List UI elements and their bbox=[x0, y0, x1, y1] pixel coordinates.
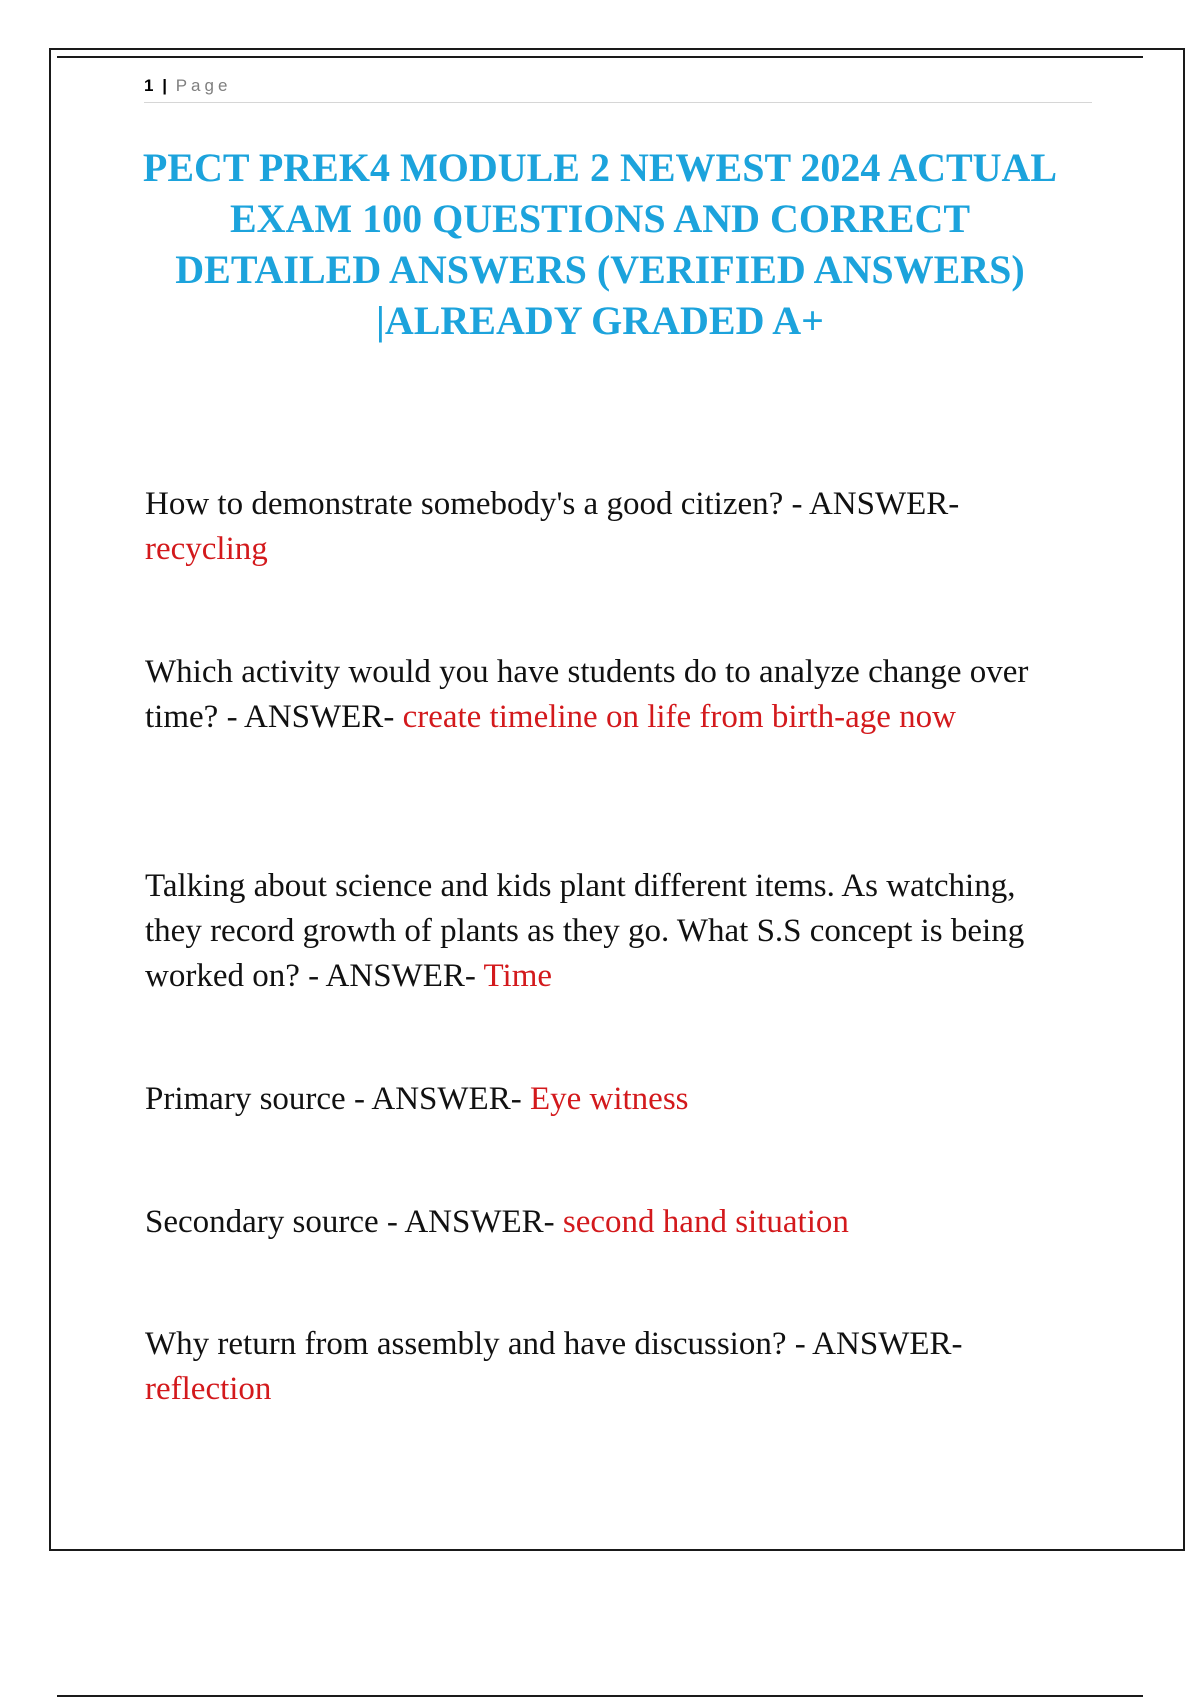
question-text: Talking about science and kids plant different items. As watching, they record growth of plants as they go. What S.S concept is being worked on? bbox=[145, 868, 1025, 994]
qa-item-4 bbox=[145, 1077, 1065, 1122]
bottom-rule bbox=[57, 1695, 1143, 1697]
answer-text: second hand situation bbox=[562, 1204, 849, 1240]
question-text: Primary source bbox=[145, 1081, 346, 1117]
qa-item-2 bbox=[145, 650, 1065, 740]
answer-marker: - ANSWER- bbox=[386, 1204, 555, 1240]
answer-marker: - ANSWER- bbox=[308, 958, 476, 994]
page-word: Page bbox=[175, 76, 232, 95]
answer-text: create timeline on life from birth-age now bbox=[402, 699, 957, 735]
question-text: How to demonstrate somebody's a good citizen? bbox=[145, 486, 784, 522]
answer-marker: - ANSWER- bbox=[226, 699, 395, 735]
question-text: Why return from assembly and have discussion? bbox=[145, 1326, 787, 1362]
qa-item-6 bbox=[145, 1322, 1065, 1412]
qa-item-1 bbox=[145, 482, 1065, 572]
answer-marker: - ANSWER- bbox=[791, 486, 960, 522]
document-title: PECT PREK4 MODULE 2 NEWEST 2024 ACTUAL EXAM 100 QUESTIONS AND CORRECT DETAILED ANSWERS (VERIFIED ANSWERS) |ALREADY GRADED A+ bbox=[142, 145, 1058, 343]
page-number: 1 bbox=[144, 76, 154, 95]
qa-item-3 bbox=[145, 864, 1065, 999]
page-header bbox=[144, 72, 1092, 103]
question-text: Which activity would you have students do to analyze change over time? bbox=[145, 654, 1029, 735]
qa-item-5 bbox=[145, 1200, 1065, 1245]
answer-marker: - ANSWER- bbox=[794, 1326, 963, 1362]
answer-text: Eye witness bbox=[529, 1081, 689, 1117]
answer-marker: - ANSWER- bbox=[353, 1081, 522, 1117]
answer-text: recycling bbox=[145, 531, 268, 567]
page-separator: | bbox=[162, 76, 167, 95]
answer-text: Time bbox=[483, 958, 553, 994]
top-rule bbox=[57, 56, 1143, 58]
answer-text: reflection bbox=[145, 1371, 272, 1407]
question-text: Secondary source bbox=[145, 1204, 379, 1240]
